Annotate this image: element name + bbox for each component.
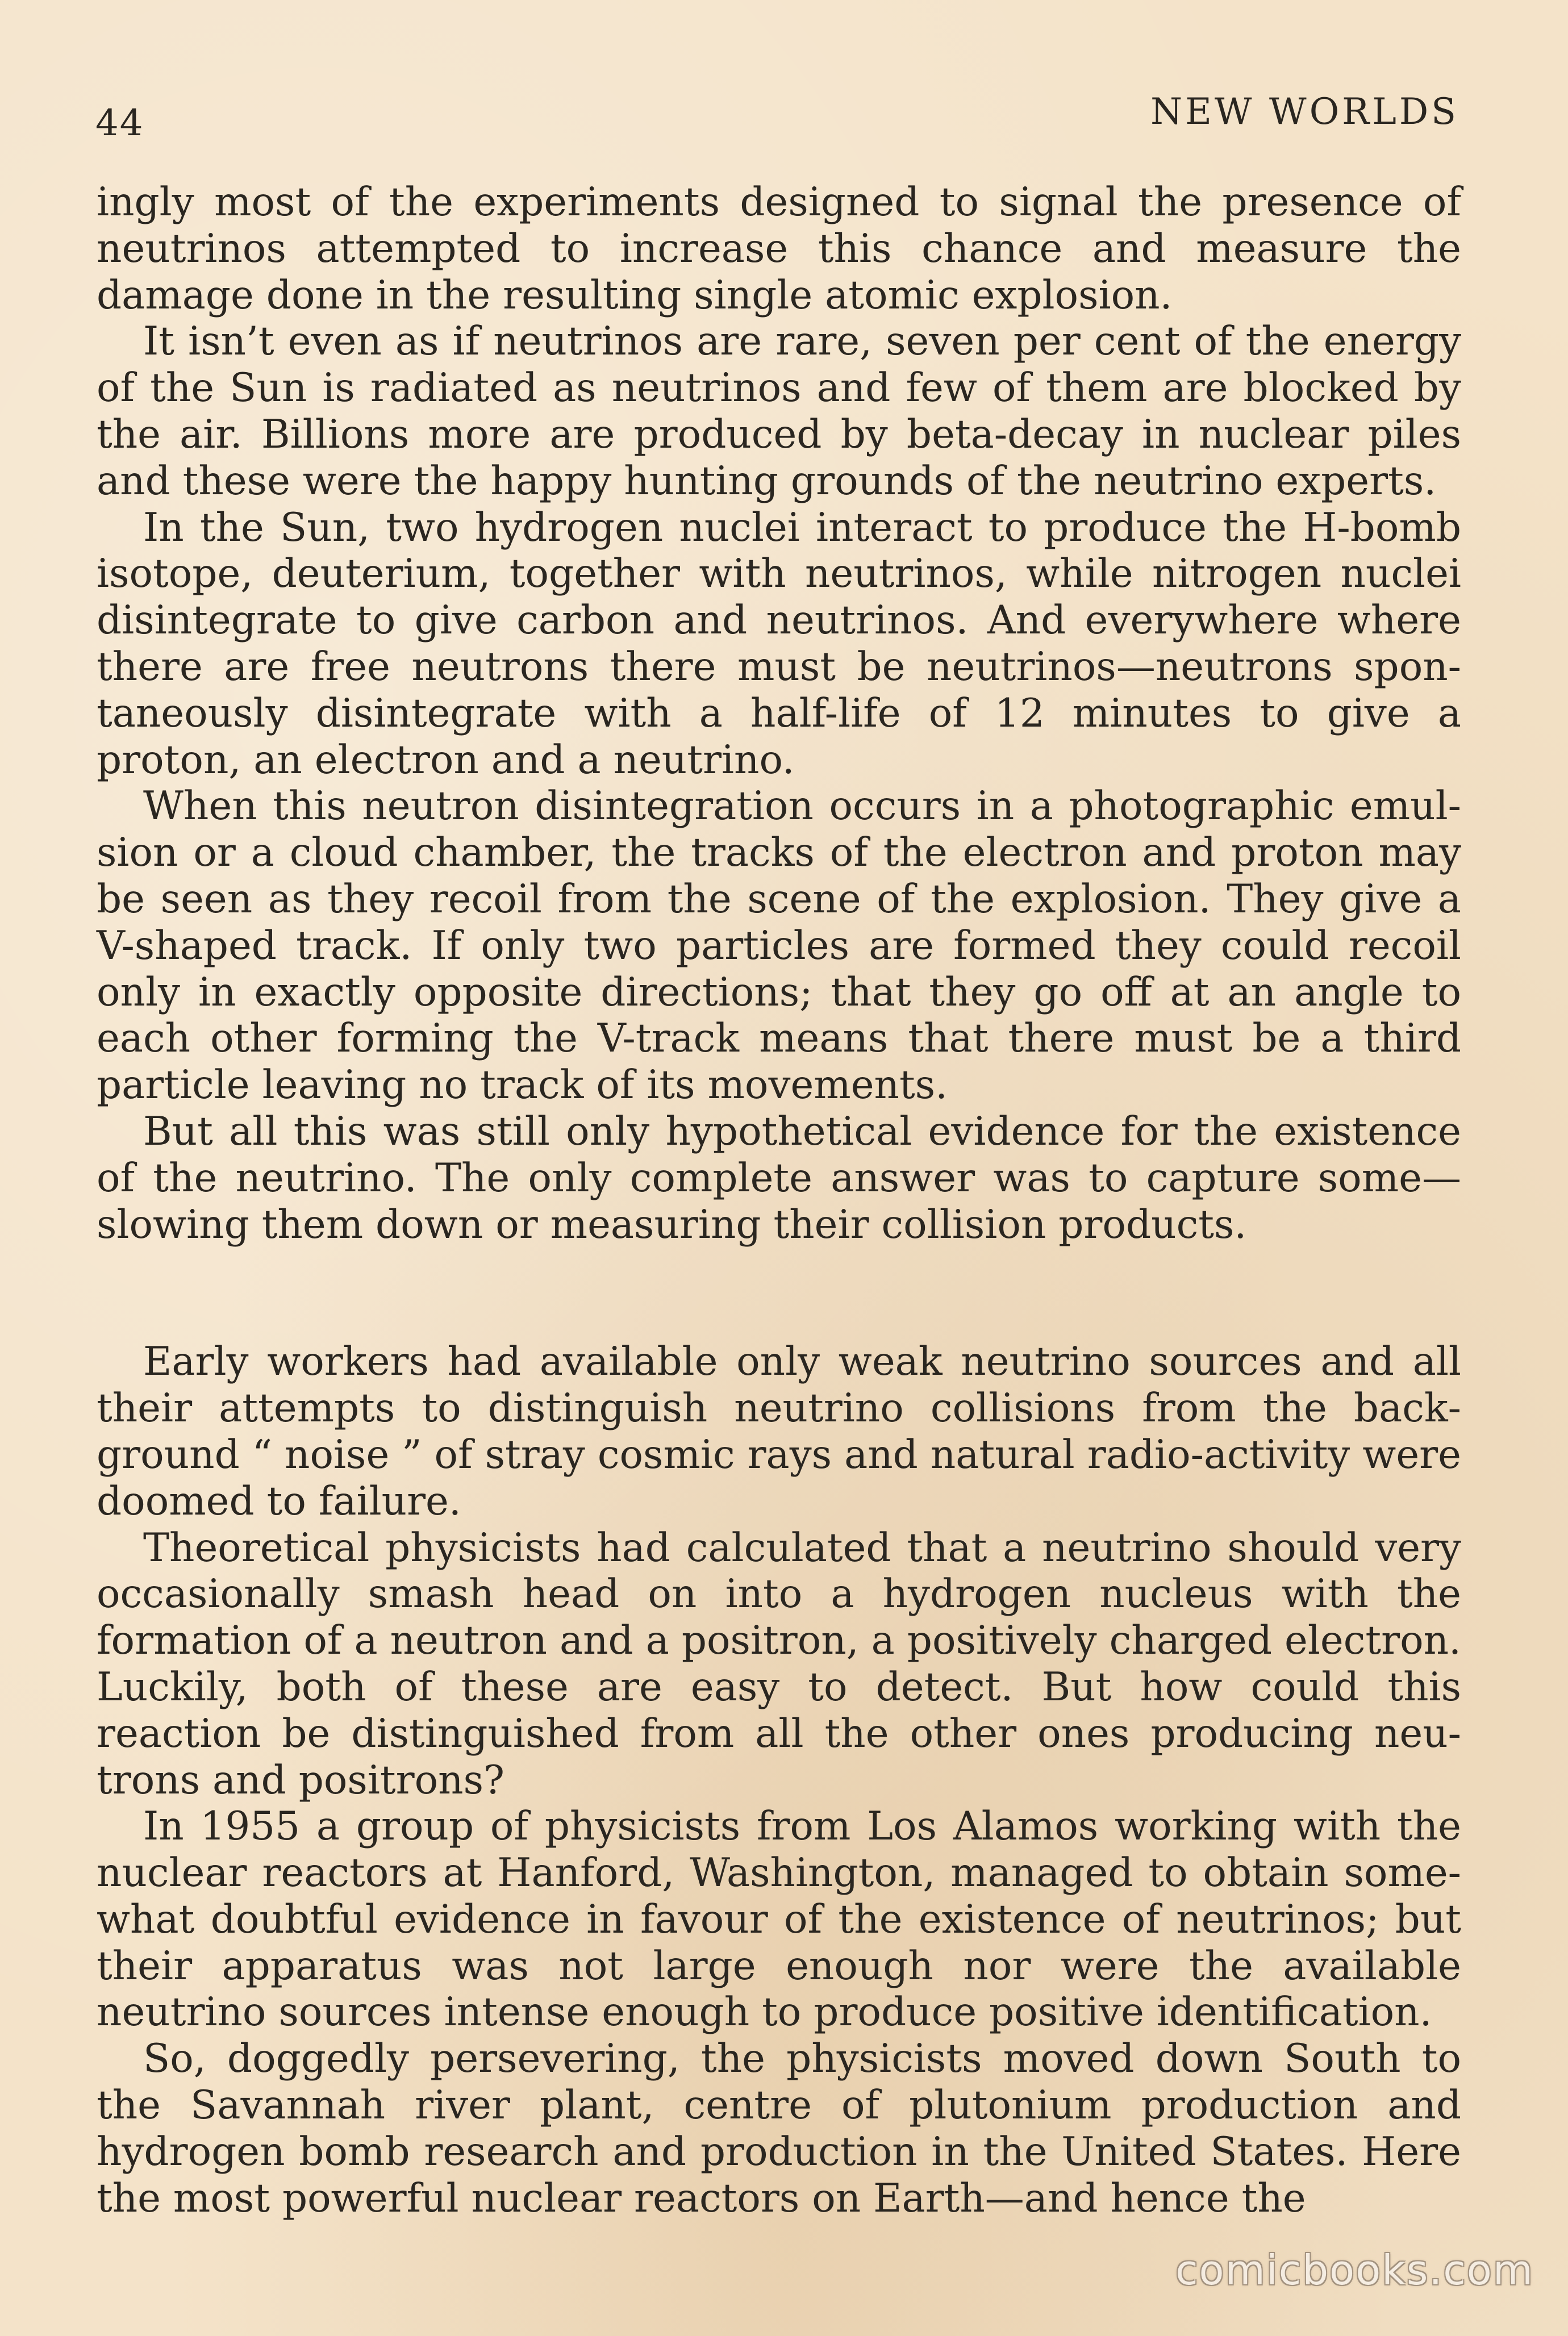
paragraph: So, doggedly persevering, the physicists moved down South to the Savannah river plant, centre of plutonium production and hydrogen bomb research and production in the United States. Here the most powerful nuclear reactors on Earth—and hence the [97,2036,1461,2221]
page-number: 44 [95,102,144,144]
paragraph: In 1955 a group of physicists from Los Alamos working with the nuclear reactors at Hanford, Washington, managed to obtain somewhat doubtful evidence in favour of the existence of neutrinos; but their apparatus was not large enough nor were the available neutrino sources intense enough to produce positive identification. [97,1804,1461,2035]
running-head: NEW WORLDS [1150,91,1459,133]
paragraph: But all this was still only hypothetical evidence for the existence of the neutrino. The only complete answer was to capture some—slowing them down or measuring their collision products. [97,1108,1461,1248]
paragraph: Early workers had available only weak neutrino sources and all their attempts to distinguish neutrino collisions from the background “ noise ” of stray cosmic rays and natural radio-activity were doomed to failure. [97,1339,1461,1524]
page-header [95,85,1459,148]
body-text [97,180,1461,2222]
section-break [97,1248,1461,1339]
paragraph: Theoretical physicists had calculated that a neutrino should very occasionally smash head on into a hydrogen nucleus with the formation of a neutron and a positron, a positively charged electron. Luckily, both of these are easy to detect. But how could this reaction be distinguished from all the other ones producing neutrons and positrons? [97,1525,1461,1803]
paragraph: When this neutron disintegration occurs in a photographic emulsion or a cloud chamber, the tracks of the electron and proton may be seen as they recoil from the scene of the explosion. They give a V-shaped track. If only two particles are formed they could recoil only in exactly opposite directions; that they go off at an angle to each other forming the V-track means that there must be a third particle leaving no track of its movements. [97,783,1461,1108]
watermark-logo: comicbooks.com [1175,2246,1534,2294]
paragraph: In the Sun, two hydrogen nuclei interact to produce the H-bomb isotope, deuterium, together with neutrinos, while nitrogen nuclei disintegrate to give carbon and neutrinos. And everywhere where there are free neutrons there must be neutrinos—neutrons spontaneously disintegrate with a half-life of 12 minutes to give a proton, an electron and a neutrino. [97,504,1461,783]
paragraph-continued: ingly most of the experiments designed to signal the presence of neutrinos attempted to increase this chance and measure the damage done in the resulting single atomic explosion. [97,180,1461,318]
paragraph: It isn’t even as if neutrinos are rare, seven per cent of the energy of the Sun is radiated as neutrinos and few of them are blocked by the air. Billions more are produced by beta-decay in nuclear piles and these were the happy hunting grounds of the neutrino experts. [97,319,1461,504]
